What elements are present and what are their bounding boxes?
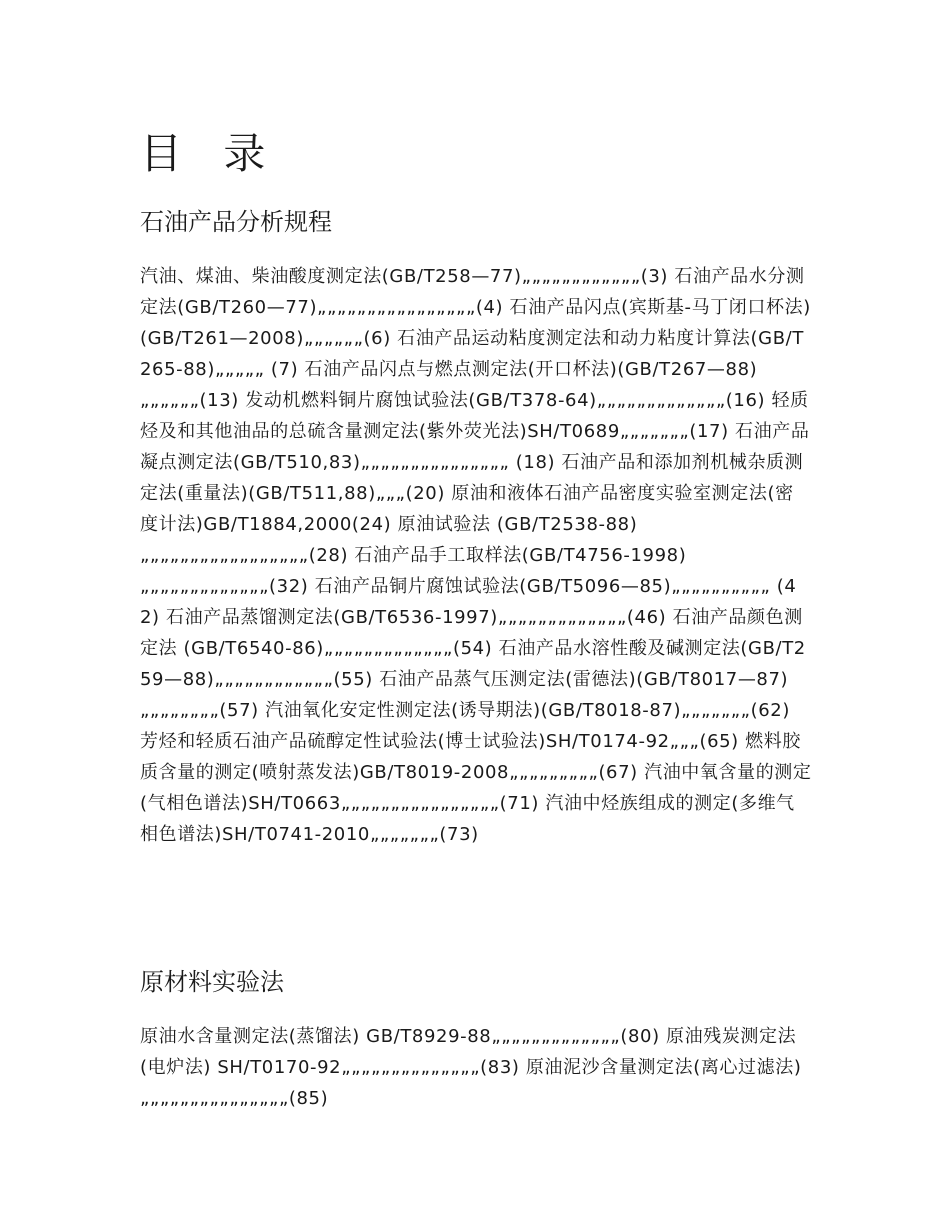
page-title: 目 录: [140, 129, 280, 178]
section-body-petroleum-analysis: 汽油、煤油、柴油酸度测定法(GB/T258—77)„„„„„„„„„„„„(3) 石油产品水分测定法(GB/T260—77)„„„„„„„„„„„„„„„„(4) 石油产品闪点(宾斯基-马丁闭口杯法)(GB/T261—2008)„„„„„„(6) 石油产品运动粘度测定法和动力粘度计算法(GB/T265-88)„„„„„ (7) 石油产品闪点与燃点测定法(开口杯法)(GB/T267—88)„„„„„„(13) 发动机燃料铜片腐蚀试验法(GB/T378-64)„„„„„„„„„„„„„(16) 轻质烃及和其他油品的总硫含量测定法(紫外荧光法)SH/T0689„„„„„„„(17) 石油产品凝点测定法(GB/T510,83)„„„„„„„„„„„„„„„ (18) 石油产品和添加剂机械杂质测定法(重量法)(GB/T511,88)„„„(20) 原油和液体石油产品密度实验室测定法(密度计法)GB/T1884,2000(24) 原油试验法 (GB/T2538-88)„„„„„„„„„„„„„„„„„(28) 石油产品手工取样法(GB/T4756-1998)„„„„„„„„„„„„„(32) 石油产品铜片腐蚀试验法(GB/T5096—85)„„„„„„„„„„ (42) 石油产品蒸馏测定法(GB/T6536-1997)„„„„„„„„„„„„„(46) 石油产品颜色测定法 (GB/T6540-86)„„„„„„„„„„„„„(54) 石油产品水溶性酸及碱测定法(GB/T259—88)„„„„„„„„„„„„(55) 石油产品蒸气压测定法(雷德法)(GB/T8017—87)„„„„„„„„(57) 汽油氧化安定性测定法(诱导期法)(GB/T8018-87)„„„„„„„(62) 芳烃和轻质石油产品硫醇定性试验法(博士试验法)SH/T0174-92„„„(65) 燃料胶质含量的测定(喷射蒸发法)GB/T8019-2008„„„„„„„„„(67) 汽油中氧含量的测定(气相色谱法)SH/T0663„„„„„„„„„„„„„„„„(71) 汽油中烃族组成的测定(多维气相色谱法)SH/T0741-2010„„„„„„„(73): [140, 266, 812, 845]
section-body-raw-material-tests: 原油水含量测定法(蒸馏法) GB/T8929-88„„„„„„„„„„„„„(80) 原油残炭测定法(电炉法) SH/T0170-92„„„„„„„„„„„„„„(83) 原油泥沙含量测定法(离心过滤法)„„„„„„„„„„„„„„„(85): [140, 1026, 802, 1109]
section-heading-petroleum-analysis: 石油产品分析规程: [140, 208, 332, 236]
section-heading-raw-material-tests: 原材料实验法: [140, 968, 284, 996]
